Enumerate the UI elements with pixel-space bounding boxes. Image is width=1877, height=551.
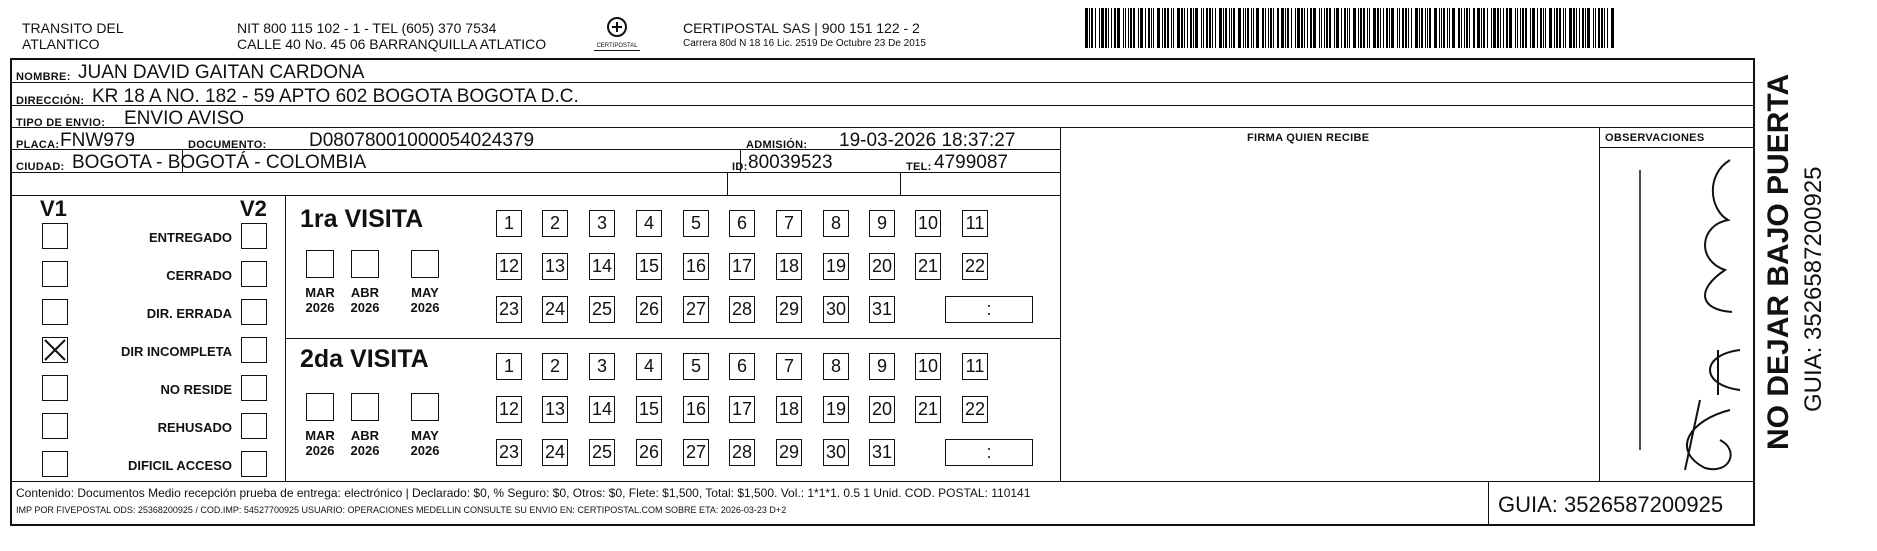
barcode: [1085, 8, 1620, 48]
courier-line-2: Carrera 80d N 18 16 Lic. 2519 De Octubre 23 De 2015: [683, 38, 926, 49]
day-box-first-2[interactable]: 2: [542, 210, 568, 237]
v2-checkbox-5[interactable]: [241, 375, 267, 401]
day-box-first-10[interactable]: 10: [915, 210, 941, 237]
footer-print-line: IMP POR FIVEPOSTAL ODS: 25368200925 / COD.IMP: 54527700925 USUARIO: OPERACIONES MEDELLIN CONSULTE SU ENVIO EN: CERTIPOSTAL.COM SOBRE ETA: 2026-03-23 D+2: [16, 505, 787, 515]
day-box-first-1[interactable]: 1: [496, 210, 522, 237]
day-box-first-21[interactable]: 21: [915, 253, 941, 280]
v2-checkbox-1[interactable]: [241, 223, 267, 249]
month-label: ABR 2026: [350, 285, 380, 315]
v1-checkbox-5[interactable]: [42, 375, 68, 401]
side-warning-text: NO DEJAR BAJO PUERTA: [1762, 73, 1795, 450]
documento-value: D08078001000054024379: [309, 130, 535, 151]
direccion-label: DIRECCIÓN:: [16, 95, 85, 107]
placa-label: PLACA:: [16, 139, 60, 151]
day-box-second-10[interactable]: 10: [915, 353, 941, 380]
courier-line-1: CERTIPOSTAL SAS | 900 151 122 - 2: [683, 20, 920, 36]
v1-checkbox-4[interactable]: [42, 337, 68, 363]
side-guia-text: GUIA: 3526587200925: [1800, 166, 1827, 412]
day-box-first-13[interactable]: 13: [542, 253, 568, 280]
day-box-first-20[interactable]: 20: [869, 253, 895, 280]
signature-drawing: [1600, 150, 1755, 480]
nombre-value: JUAN DAVID GAITAN CARDONA: [78, 62, 365, 83]
tipo-envio-value: ENVIO AVISO: [124, 108, 245, 129]
address-line: CALLE 40 No. 45 06 BARRANQUILLA ATLATICO: [237, 36, 547, 52]
day-box-second-17[interactable]: 17: [729, 396, 755, 423]
v2-header: V2: [240, 196, 267, 221]
courier-info: [683, 20, 926, 50]
day-box-first-16[interactable]: 16: [683, 253, 709, 280]
month-label: MAR 2026: [305, 285, 335, 315]
admision-label: ADMISIÓN:: [746, 139, 808, 151]
v1-checkbox-6[interactable]: [42, 413, 68, 439]
day-box-second-6[interactable]: 6: [729, 353, 755, 380]
day-box-first-14[interactable]: 14: [589, 253, 615, 280]
month-label: MAY 2026: [410, 285, 440, 315]
company-info: [237, 20, 546, 52]
day-box-second-13[interactable]: 13: [542, 396, 568, 423]
day-box-first-31[interactable]: 31: [869, 296, 895, 323]
day-box-second-28[interactable]: 28: [729, 439, 755, 466]
day-box-first-5[interactable]: 5: [683, 210, 709, 237]
v2-checkbox-3[interactable]: [241, 299, 267, 325]
day-box-second-3[interactable]: 3: [589, 353, 615, 380]
month-box-second-abr[interactable]: [351, 393, 379, 421]
v1-checkbox-7[interactable]: [42, 451, 68, 477]
v1-checkbox-2[interactable]: [42, 261, 68, 287]
day-box-second-19[interactable]: 19: [823, 396, 849, 423]
day-box-first-23[interactable]: 23: [496, 296, 522, 323]
day-box-first-19[interactable]: 19: [823, 253, 849, 280]
day-box-first-15[interactable]: 15: [636, 253, 662, 280]
day-box-second-24[interactable]: 24: [542, 439, 568, 466]
day-box-second-11[interactable]: 11: [962, 353, 988, 380]
courier-logo: [594, 16, 640, 51]
status-label: CERRADO: [166, 268, 232, 283]
month-box-first-may[interactable]: [411, 250, 439, 278]
day-box-second-9[interactable]: 9: [869, 353, 895, 380]
day-box-second-18[interactable]: 18: [776, 396, 802, 423]
status-label: DIR. ERRADA: [146, 306, 232, 321]
ciudad-value: BOGOTA - BOGOTÁ - COLOMBIA: [72, 152, 367, 173]
day-box-second-2[interactable]: 2: [542, 353, 568, 380]
status-label: DIFICIL ACCESO: [127, 458, 232, 473]
status-label: DIR INCOMPLETA: [121, 344, 232, 359]
day-box-second-29[interactable]: 29: [776, 439, 802, 466]
v2-checkbox-7[interactable]: [241, 451, 267, 477]
day-box-second-5[interactable]: 5: [683, 353, 709, 380]
month-box-second-may[interactable]: [411, 393, 439, 421]
day-box-second-14[interactable]: 14: [589, 396, 615, 423]
day-box-first-24[interactable]: 24: [542, 296, 568, 323]
day-box-first-9[interactable]: 9: [869, 210, 895, 237]
courier-logo-icon: [604, 16, 630, 38]
day-box-second-15[interactable]: 15: [636, 396, 662, 423]
day-box-first-3[interactable]: 3: [589, 210, 615, 237]
day-box-second-12[interactable]: 12: [496, 396, 522, 423]
day-box-second-27[interactable]: 27: [683, 439, 709, 466]
tipo-envio-label: TIPO DE ENVIO:: [16, 117, 106, 129]
ciudad-label: CIUDAD:: [16, 161, 65, 173]
company-line-2: ATLANTICO: [22, 36, 100, 52]
company-line-1: TRANSITO DEL: [22, 20, 124, 36]
day-box-second-4[interactable]: 4: [636, 353, 662, 380]
day-box-second-22[interactable]: 22: [962, 396, 988, 423]
day-box-first-17[interactable]: 17: [729, 253, 755, 280]
day-box-second-31[interactable]: 31: [869, 439, 895, 466]
day-box-first-4[interactable]: 4: [636, 210, 662, 237]
day-box-first-12[interactable]: 12: [496, 253, 522, 280]
day-box-first-18[interactable]: 18: [776, 253, 802, 280]
month-box-first-mar[interactable]: [306, 250, 334, 278]
v1-checkbox-3[interactable]: [42, 299, 68, 325]
day-box-second-1[interactable]: 1: [496, 353, 522, 380]
day-box-second-26[interactable]: 26: [636, 439, 662, 466]
v1-checkbox-1[interactable]: [42, 223, 68, 249]
direccion-value: KR 18 A NO. 182 - 59 APTO 602 BOGOTA BOGOTA D.C.: [92, 86, 579, 107]
tel-label: TEL:: [906, 161, 932, 173]
month-label: MAR 2026: [305, 428, 335, 458]
courier-logo-text: CERTIPOSTAL: [594, 43, 640, 51]
check-mark-icon: [43, 338, 67, 362]
month-box-second-mar[interactable]: [306, 393, 334, 421]
day-box-first-27[interactable]: 27: [683, 296, 709, 323]
month-label: MAY 2026: [410, 428, 440, 458]
status-label: REHUSADO: [157, 420, 232, 435]
id-label: ID:: [732, 161, 748, 173]
day-box-first-7[interactable]: 7: [776, 210, 802, 237]
day-box-first-26[interactable]: 26: [636, 296, 662, 323]
status-label: NO RESIDE: [160, 382, 232, 397]
day-box-first-25[interactable]: 25: [589, 296, 615, 323]
v2-checkbox-2[interactable]: [241, 261, 267, 287]
firma-label: FIRMA QUIEN RECIBE: [1247, 132, 1370, 144]
day-box-first-6[interactable]: 6: [729, 210, 755, 237]
tel-value: 4799087: [934, 152, 1008, 173]
day-box-second-21[interactable]: 21: [915, 396, 941, 423]
day-box-first-28[interactable]: 28: [729, 296, 755, 323]
placa-value: FNW979: [60, 130, 135, 151]
day-box-first-29[interactable]: 29: [776, 296, 802, 323]
month-label: ABR 2026: [350, 428, 380, 458]
day-box-first-30[interactable]: 30: [823, 296, 849, 323]
id-value: 80039523: [748, 152, 833, 173]
time-box-second[interactable]: :: [945, 439, 1033, 466]
first-visit-title: 1ra VISITA: [300, 205, 424, 233]
admision-value: 19-03-2026 18:37:27: [839, 130, 1016, 151]
nit-line: NIT 800 115 102 - 1 - TEL (605) 370 7534: [237, 20, 497, 36]
second-visit-title: 2da VISITA: [300, 345, 429, 373]
company-name: [22, 20, 124, 52]
day-box-second-30[interactable]: 30: [823, 439, 849, 466]
time-box-first[interactable]: :: [945, 296, 1033, 323]
day-box-first-11[interactable]: 11: [962, 210, 988, 237]
documento-label: DOCUMENTO:: [188, 139, 267, 151]
v2-checkbox-4[interactable]: [241, 337, 267, 363]
day-box-second-7[interactable]: 7: [776, 353, 802, 380]
day-box-second-16[interactable]: 16: [683, 396, 709, 423]
day-box-first-8[interactable]: 8: [823, 210, 849, 237]
day-box-second-23[interactable]: 23: [496, 439, 522, 466]
nombre-label: NOMBRE:: [16, 71, 71, 83]
day-box-first-22[interactable]: 22: [962, 253, 988, 280]
day-box-second-8[interactable]: 8: [823, 353, 849, 380]
footer-guia: GUIA: 3526587200925: [1498, 492, 1724, 517]
footer-content-line: Contenido: Documentos Medio recepción prueba de entrega: electrónico | Declarado: $0, % Seguro: $0, Otros: $0, Flete: $1,500, Total: $1,500. Vol.: 1*1*1. 0.5 1 Unid. COD. POSTAL: 110141: [16, 486, 1031, 500]
day-box-second-20[interactable]: 20: [869, 396, 895, 423]
observaciones-label: OBSERVACIONES: [1605, 132, 1705, 144]
status-label: ENTREGADO: [148, 230, 232, 245]
day-box-second-25[interactable]: 25: [589, 439, 615, 466]
v2-checkbox-6[interactable]: [241, 413, 267, 439]
v1-header: V1: [40, 196, 67, 221]
month-box-first-abr[interactable]: [351, 250, 379, 278]
